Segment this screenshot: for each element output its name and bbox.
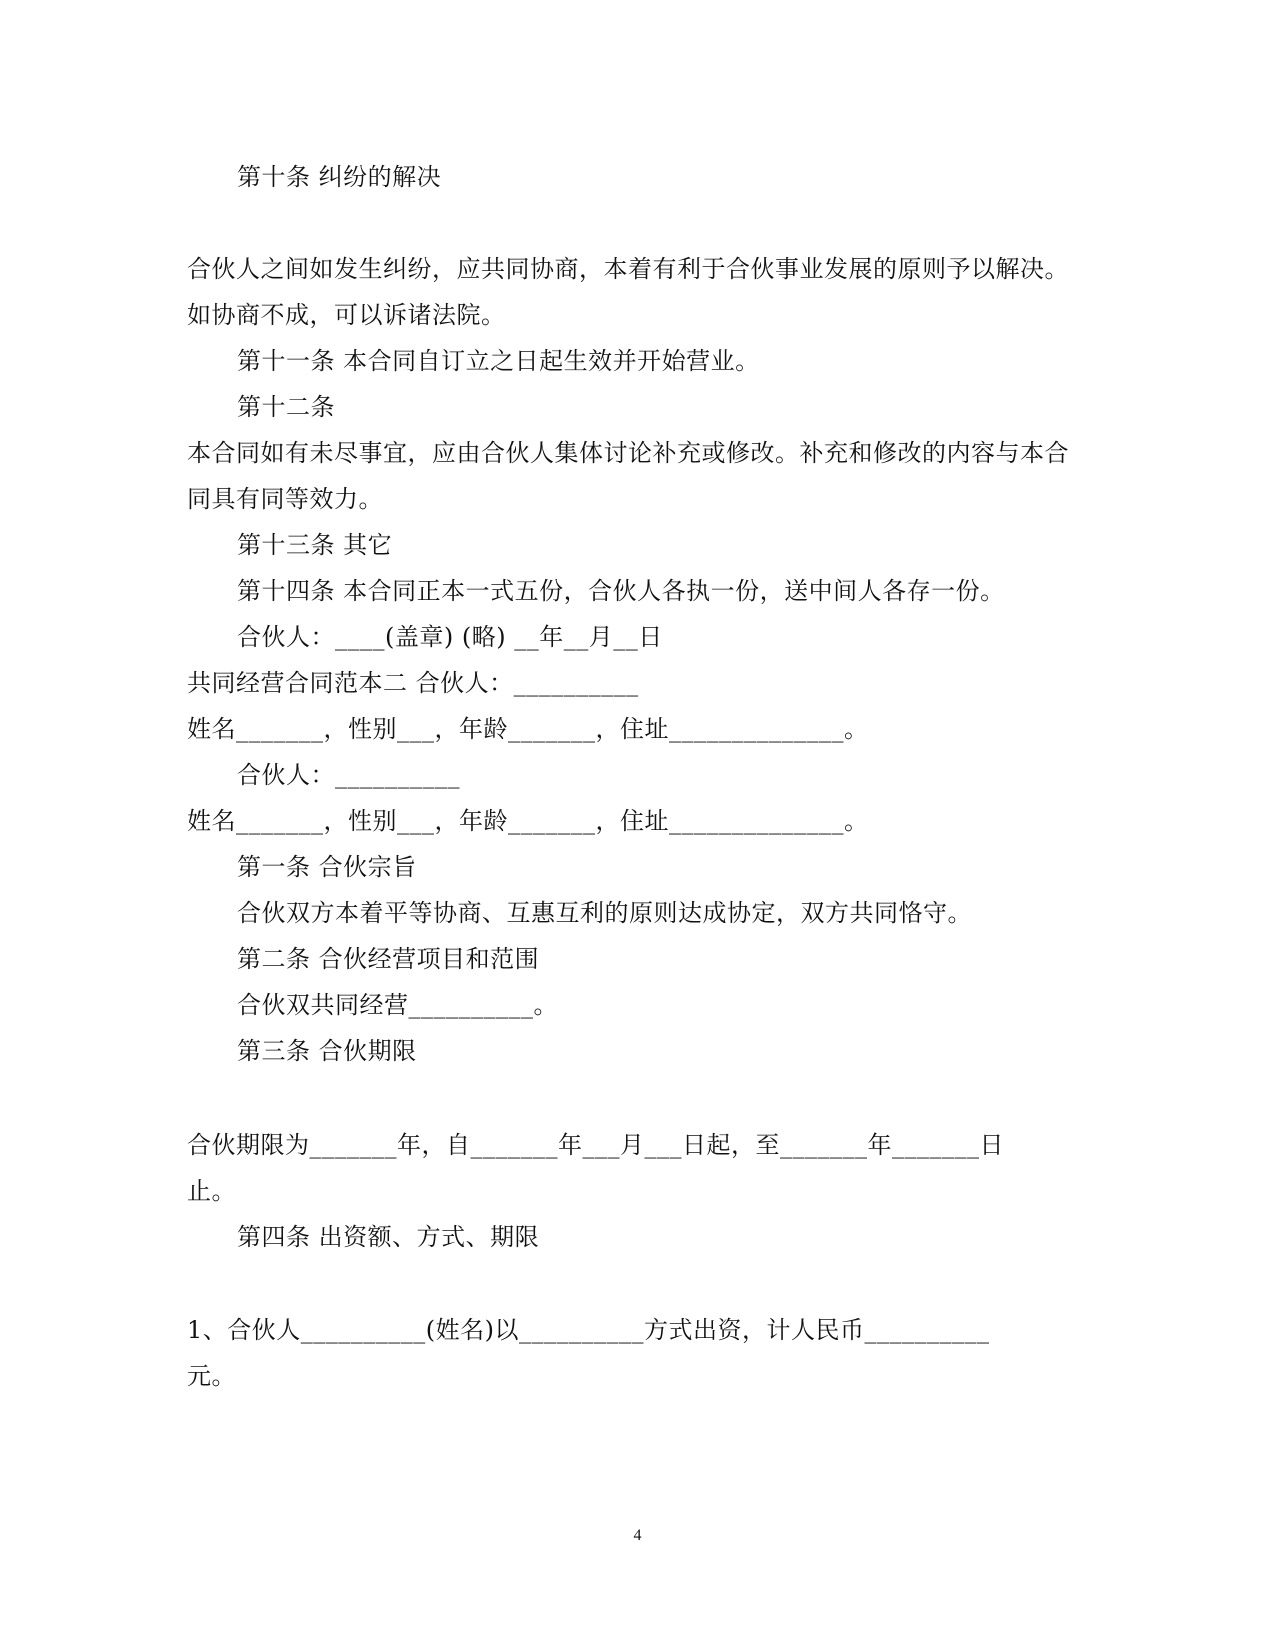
article-11-line: 第十一条 本合同自订立之日起生效并开始营业。 — [237, 347, 760, 375]
article-10-heading: 第十条 纠纷的解决 — [237, 163, 442, 191]
template-title-line: 共同经营合同范本二 合伙人：__________ — [187, 669, 639, 697]
paragraph-line: 如协商不成，可以诉诸法院。 — [187, 301, 506, 329]
paragraph-line: 本合同如有未尽事宜，应由合伙人集体讨论补充或修改。补充和修改的内容与本合 — [187, 439, 1069, 467]
paragraph-line: 合伙双共同经营__________。 — [237, 991, 558, 1019]
article-4-heading: 第四条 出资额、方式、期限 — [237, 1223, 540, 1251]
paragraph-line: 合伙人之间如发生纠纷，应共同协商，本着有利于合伙事业发展的原则予以解决。 — [187, 255, 1069, 283]
paragraph-line: 合伙双方本着平等协商、互惠互利的原则达成协定，双方共同恪守。 — [237, 899, 972, 927]
partner-info-line: 姓名_______，性别___，年龄_______，住址______________。 — [187, 807, 869, 835]
partner-info-line: 姓名_______，性别___，年龄_______，住址______________。 — [187, 715, 869, 743]
page-number: 4 — [633, 1527, 642, 1544]
partner-line: 合伙人：__________ — [237, 761, 460, 789]
article-12-heading: 第十二条 — [237, 393, 335, 421]
article-13-heading: 第十三条 其它 — [237, 531, 393, 559]
paragraph-line: 同具有同等效力。 — [187, 485, 383, 513]
paragraph-line: 止。 — [187, 1177, 236, 1205]
signature-line: 合伙人：____(盖章) (略) __年__月__日 — [237, 623, 663, 651]
paragraph-line: 合伙期限为_______年，自_______年___月___日起，至_______年_______日 — [187, 1131, 1004, 1159]
paragraph-line: 1、合伙人__________(姓名)以__________方式出资，计人民币__________ — [187, 1316, 990, 1344]
article-2-heading: 第二条 合伙经营项目和范围 — [237, 945, 540, 973]
paragraph-line: 元。 — [187, 1362, 236, 1390]
article-14-line: 第十四条 本合同正本一式五份，合伙人各执一份，送中间人各存一份。 — [237, 577, 1005, 605]
article-1-heading: 第一条 合伙宗旨 — [237, 853, 417, 881]
article-3-heading: 第三条 合伙期限 — [237, 1037, 417, 1065]
